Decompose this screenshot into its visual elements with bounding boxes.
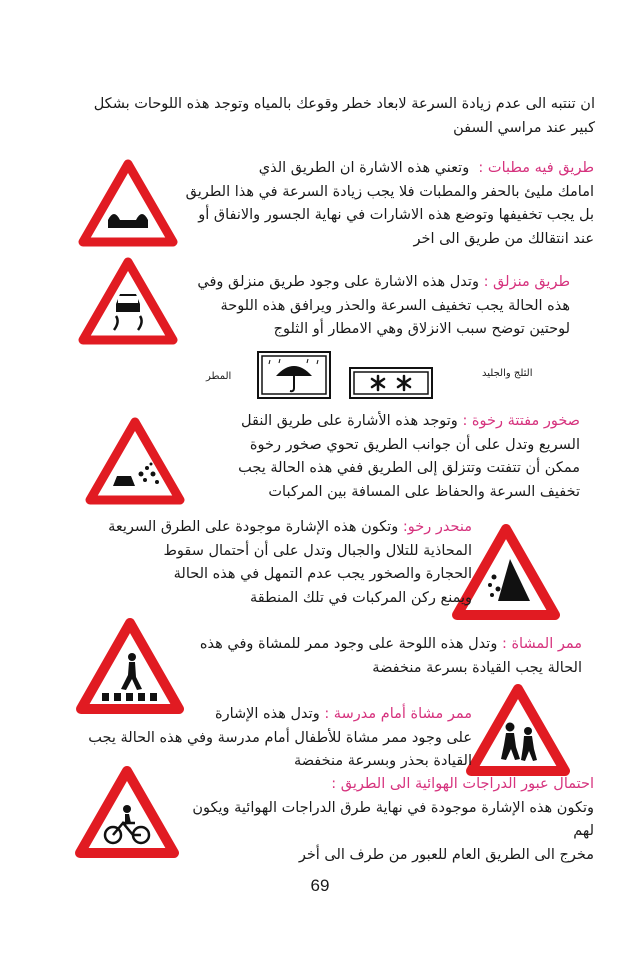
speed-bumps-text [186,157,594,251]
sign-text-line: وتدل هذه اللوحة على وجود ممر للمشاة وفي هذه [199,636,498,652]
sign-text-line: ممكن أن تتفتت وتتزلق إلى الطريق ففي هذه الحالة يجب [238,460,580,476]
sign-text-line: القيادة بحذر وبسرعة منخفضة [293,753,472,769]
sign-text-line: وتكون هذه الإشارة موجودة على الطرق السريعة [108,519,399,535]
sign-text-line: وتدل هذه الإشارة [214,706,320,722]
loose-gravel-icon [85,416,185,506]
sign-text-line: الحجارة والصخور يجب عدم التمهل في هذه الحالة [173,566,472,582]
loose-gravel-text [238,410,580,504]
slippery-road-icon [78,256,178,346]
school-children-sign [466,683,570,781]
speed-bumps-icon [78,158,178,248]
sign-text-line: امامك مليئ بالحفر والمطبات فلا يجب زيادة السرعة في هذا الطريق [185,183,594,200]
sign-title: طريق فيه مطبات : [478,160,594,176]
sign-text-line: على وجود ممر مشاة للأطفال أمام مدرسة وفي هذه الحالة يجب [88,729,472,746]
bicycle-crossing-sign [75,765,179,863]
rain-caption: المطر [206,371,232,382]
intro-line: ان تنتبه الى عدم زيادة السرعة لابعاد خطر وقوعك بالمياه وتوجد هذه اللوحات بشكل [93,96,595,112]
sign-text-line: السريع وتدل على أن جوانب الطريق تحوي صخور رخوة [249,436,580,453]
sign-title: ممر مشاة أمام مدرسة : [324,706,472,722]
sign-text-line: المحاذية للتلال والجبال وتدل على أن أحتمال سقوط [163,542,472,559]
sign-title: صخور مفتتة رخوة : [462,413,580,429]
rain-plate [256,350,332,404]
slippery-road-text [197,271,570,342]
bicycle-crossing-icon [75,765,179,859]
sign-text-line: ويمنع ركن المركبات في تلك المنطقة [250,589,472,606]
sign-text-line: بل يجب تخفيفها وتوضع هذه الاشارات في نهاية الجسور والانفاق أو [198,207,594,223]
sign-text-line: الحالة يجب القيادة بسرعة منخفضة [372,659,582,676]
bicycle-crossing-text [192,773,594,867]
sign-text-line: تخفيف السرعة والحفاظ على المسافة بين المركبات [268,483,580,500]
intro-paragraph [94,93,595,140]
school-children-icon [466,683,570,777]
speed-bumps-sign [78,158,178,252]
loose-gravel-sign [85,416,185,510]
sign-text-line: وتكون هذه الإشارة موجودة في نهاية طرق الدراجات الهوائية ويكون [192,799,594,816]
sign-text-line: عند انتقالك من طريق الى اخر [413,230,594,247]
sign-title: احتمال عبور الدراجات الهوائية الى الطريق : [331,776,594,792]
sign-text-line: وتوجد هذه الأشارة على طريق النقل [241,413,458,429]
sign-text-line: وتدل هذه الاشارة على وجود طريق منزلق وفي [197,274,479,290]
sign-title: منحدر رخو: [402,519,472,535]
slippery-road-sign [78,256,178,350]
sign-text-line: هذه الحالة يجب تخفيف السرعة والحذر ويرافق هذه اللوحة [220,297,570,314]
pedestrian-crossing-text [200,633,582,680]
pedestrian-crossing-icon [76,617,184,715]
sign-text-line: مخرج الى الطريق العام للعبور من طرف الى أخر [298,846,594,863]
sign-title: ممر المشاة : [501,636,582,652]
page-number: 69 [310,876,330,895]
sign-text-line: وتعني هذه الاشارة ان الطريق الذي [258,160,470,176]
falling-rocks-text [108,516,472,610]
sign-text-line: لهم [573,823,594,839]
sign-title: طريق منزلق : [483,274,570,290]
umbrella-icon [256,350,332,400]
intro-line: كبير عند مراسي السفن [453,119,595,136]
snow-caption: الثلج والجليد [482,368,533,379]
school-children-text [88,703,472,774]
snowflake-icon [348,366,434,400]
sign-text-line: لوحتين توضح سبب الانزلاق وهي الامطار أو الثلوج [273,321,570,337]
snow-plate [348,366,434,404]
